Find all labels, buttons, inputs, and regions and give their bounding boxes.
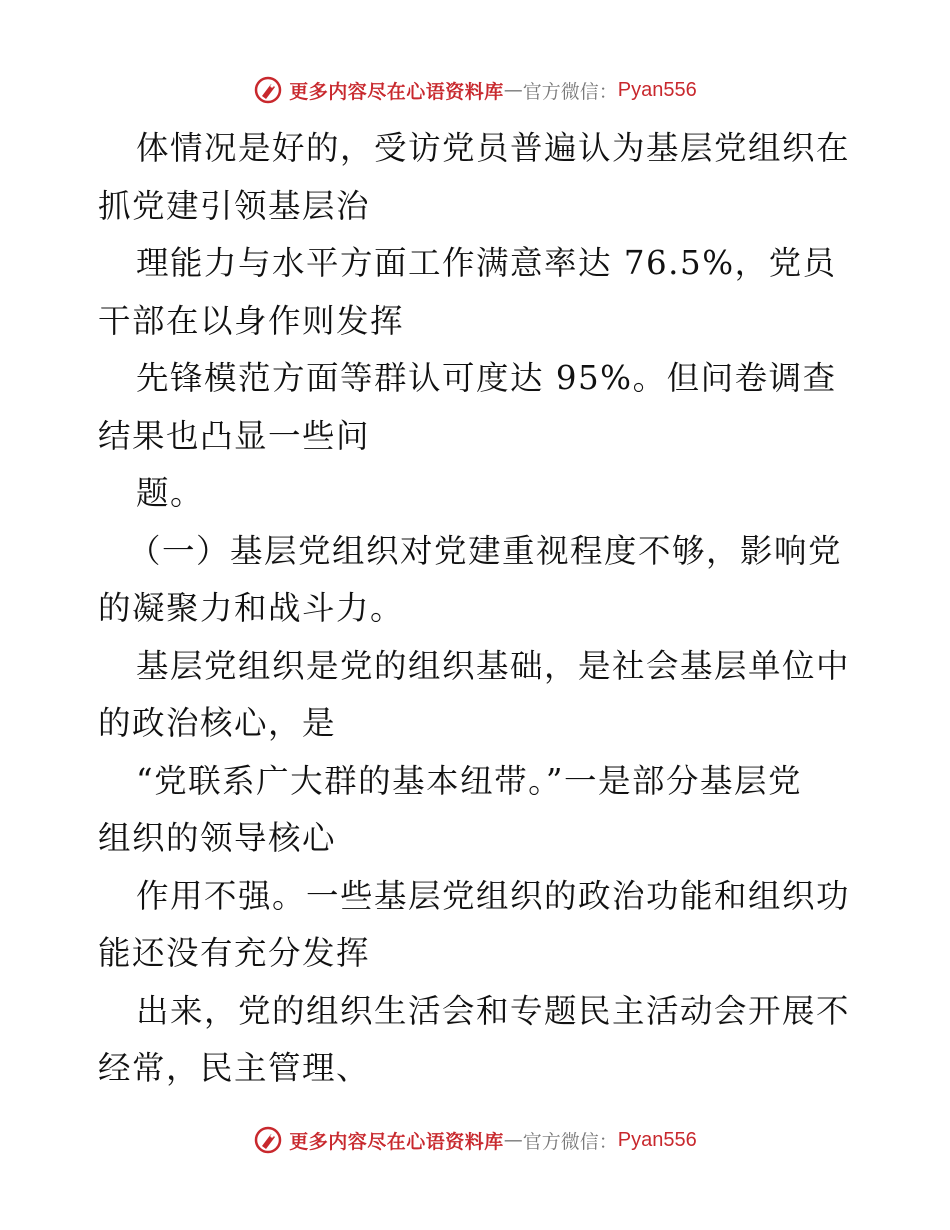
banner-dash: — [503, 79, 523, 101]
body-line: 出来，党的组织生活会和专题民主活动会开展不 [136, 991, 851, 1030]
body-line: 的凝聚力和战斗力。 [98, 589, 405, 627]
body-line: 的政治核心，是 [98, 704, 337, 742]
body-line: 先锋模范方面等群认可度达 95%。但问卷调查 [136, 359, 837, 397]
banner-wechat-id: Pyan556 [617, 1128, 697, 1151]
body-line: 理能力与水平方面工作满意率达 76.5%，党员 [136, 244, 837, 282]
body-line: 组织的领导核心 [98, 819, 337, 857]
header-watermark-banner [0, 72, 950, 108]
body-line: 体情况是好的，受访党员普遍认为基层党组织在 [136, 129, 851, 167]
banner-main-text: 更多内容尽在心语资料库 [289, 80, 504, 103]
pen-nib-logo-icon [253, 75, 283, 105]
banner-official-text: 官方微信： [522, 80, 618, 103]
body-line: 经常，民主管理、 [98, 1049, 371, 1087]
body-line: 能还没有充分发挥 [98, 934, 371, 972]
body-line: 基层党组织是党的组织基础，是社会基层单位中 [136, 646, 851, 685]
pen-nib-logo-icon [253, 1125, 283, 1155]
body-line: “党联系广大群的基本纽带。”一是部分基层党 [136, 761, 802, 800]
body-line: 题。 [136, 474, 205, 512]
body-line: 干部在以身作则发挥 [98, 301, 405, 340]
body-line: 作用不强。一些基层党组织的政治功能和组织功 [136, 876, 851, 915]
banner-main-text: 更多内容尽在心语资料库 [289, 1130, 504, 1153]
banner-wechat-id: Pyan556 [617, 78, 697, 101]
document-body [98, 120, 858, 1098]
banner-dash: — [503, 1129, 523, 1151]
footer-watermark-banner [0, 1122, 950, 1158]
body-line: 结果也凸显一些问 [98, 416, 371, 455]
banner-official-text: 官方微信： [522, 1130, 618, 1153]
section-heading: （一）基层党组织对党建重视程度不够，影响党 [128, 531, 843, 570]
body-line: 抓党建引领基层治 [98, 186, 371, 225]
